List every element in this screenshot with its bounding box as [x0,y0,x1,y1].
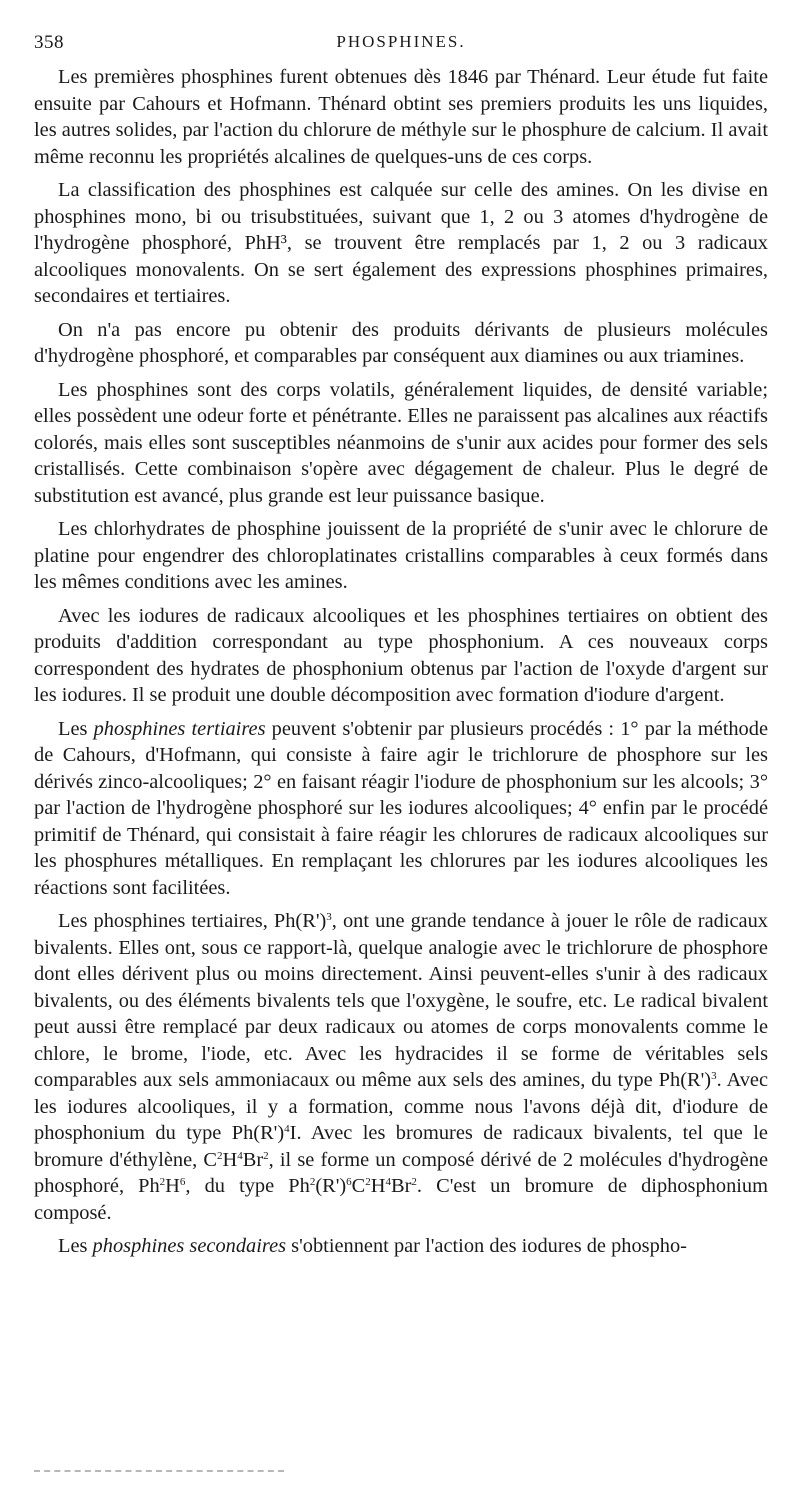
formula-superscript: 2 [411,1176,417,1188]
italic-term: phosphines tertiaires [93,717,266,740]
formula-superscript: 2 [263,1149,269,1162]
text-run: Les [58,1235,93,1257]
paragraph-classification: La classification des phosphines est calquée sur celle des amines. On les divise en phosphines mono, bi ou trisubstituées, suivant que 1, 2 ou 3 atomes d'hydrogène de l'hydrogène phosphoré, PhH³, se trouvent être remplacés par 1, 2 ou 3 radicaux alcooliques monovalents. On se sert également des expressions phosphines primaires, secondaires et tertiaires. [34,179,768,307]
text-run: . Avec les iodures alcooliques, il y a formation, comme nous l'avons déjà dit, d'iodure de phosphonium du type Ph(R') [34,1069,768,1144]
running-title: PHOSPHINES. [336,32,466,51]
formula-superscript: 3 [326,911,332,923]
italic-term: phosphines secondaires [92,1235,287,1257]
footer-rule [34,1470,284,1472]
text-run: C [351,1175,366,1197]
page [34,30,768,1267]
text-run: Br [242,1148,264,1171]
paragraph-bivalents [34,908,768,1226]
formula-superscript: 6 [346,1176,352,1188]
paragraph-history: Les premières phosphines furent obtenues dès 1846 par Thénard. Leur étude fut faite ensuite par Cahours et Hofmann. Thénard obtint ses premiers produits les uns liquides, les autres solides, par l'action du chlorure de méthyle sur le phosphure de calcium. Il avait même reconnu les propriétés alcalines de quelques-uns de ces corps. [34,66,768,168]
text-run: , ont une grande tendance à jouer le rôle de radicaux bivalents. Elles ont, sous ce rapport-là, quelque analogie avec le trichlorure de phosphore dont elles dérivent plus ou moins directement. Ainsi peuvent-elles s'unir à des radicaux bivalents, ou des éléments bivalents tels que l'oxygène, le soufre, etc. Le radical bivalent peut aussi être remplacé par deux radicaux ou atomes de corps monovalents comme le chlore, le brome, l'iode, etc. Avec les hydracides il se forme de véritables sels comparables aux sels ammoniacaux ou même aux sels des amines, du type Ph(R') [34,910,768,1091]
formula-superscript: 4 [237,1149,243,1162]
formula-superscript: 2 [309,1176,316,1188]
formula-superscript: 2 [217,1149,223,1162]
formula-superscript: 2 [365,1176,371,1188]
paragraph-polymolecular: On n'a pas encore pu obtenir des produits dérivants de plusieurs molécules d'hydrogène phosphoré, et comparables par conséquent aux diamines ou aux triamines. [34,318,768,367]
text-run: Br [391,1175,412,1197]
paragraph-secondaires [34,1233,768,1260]
text-run: , du type Ph [185,1175,310,1197]
text-run: H [370,1175,386,1197]
paragraph-tertiaires [34,716,768,902]
text-run: Les [58,717,94,740]
text-run: H [165,1175,180,1197]
text-run: , il se forme un composé dérivé de 2 molécules d'hydrogène phosphoré, Ph [34,1148,768,1197]
formula-superscript: 2 [159,1176,166,1188]
body-text [34,64,768,1260]
formula-superscript: 6 [179,1176,186,1188]
page-number: 358 [34,32,64,53]
text-run: I. Avec les bromures de radicaux bivalents, tel que le bromure d'éthylène, C [34,1122,768,1171]
paragraph-phosphonium: Avec les iodures de radicaux alcooliques et les phosphines tertiaires on obtient des produits d'addition correspondant au type phosphonium. A ces nouveaux corps correspondent des hydrates de phosphonium obtenus par l'action de l'oxyde d'argent sur les iodures. Il se produit une double décomposition avec formation d'iodure d'argent. [34,604,768,706]
paragraph-chlorhydrates: Les chlorhydrates de phosphine jouissent de la propriété de s'unir avec le chlorure de platine pour engendrer des chloroplatinates cristallins comparables à ceux formés dans les mêmes conditions avec les amines. [34,518,768,593]
formula-superscript: 3 [711,1070,717,1082]
running-head [34,30,768,60]
text-run: Les phosphines tertiaires, Ph(R') [58,910,327,932]
formula-superscript: 4 [385,1176,392,1188]
text-run: H [222,1148,238,1171]
text-run: (R') [315,1175,347,1197]
text-run: peuvent s'obtenir par plusieurs procédés : 1° par la méthode de Cahours, d'Hofmann, qui consiste à faire agir le trichlorure de phosphore sur les dérivés zinco-alcooliques; 2° en faisant réagir l'iodure de phosphonium sur les alcools; 3° par l'action de l'hydrogène phosphoré sur les iodures alcooliques; 4° enfin par le procédé primitif de Thénard, qui consistait à faire réagir les chlorures de radicaux alcooliques sur les phosphures métalliques. En remplaçant les chlorures par les iodures alcooliques les réactions sont facilitées. [34,717,768,899]
paragraph-properties: Les phosphines sont des corps volatils, généralement liquides, de densité variable; elles possèdent une odeur forte et pénétrante. Elles ne paraissent pas alcalines aux réactifs colorés, mais elles sont susceptibles néanmoins de s'unir aux acides pour former des sels cristallisés. Cette combinaison s'opère avec dégagement de chaleur. Plus le degré de substitution est avancé, plus grande est leur puissance basique. [34,378,768,507]
formula-superscript: 4 [284,1123,290,1135]
text-run: s'obtiennent par l'action des iodures de phospho- [286,1235,687,1257]
text-run: . C'est un bromure de diphosphonium composé. [34,1175,768,1224]
